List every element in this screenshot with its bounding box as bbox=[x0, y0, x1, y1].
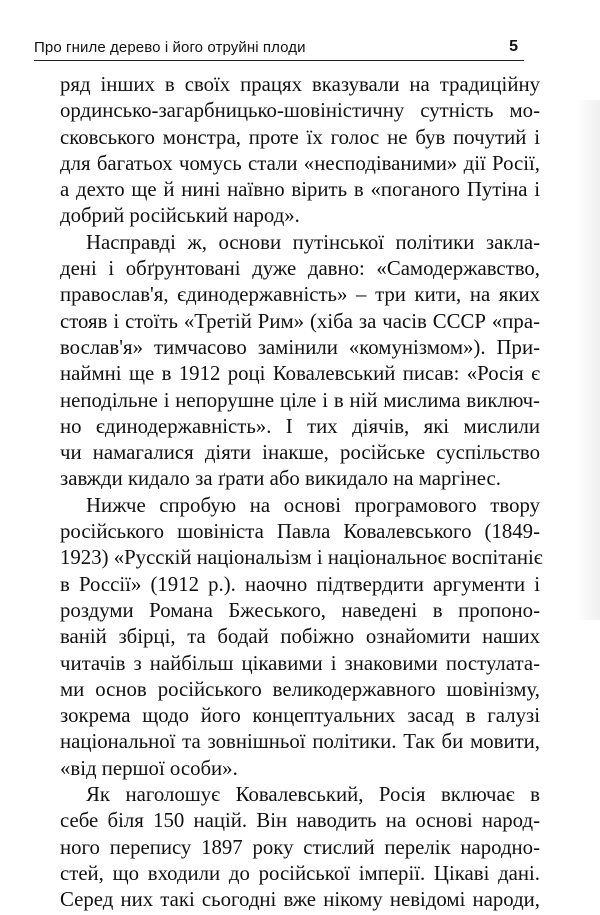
text-line: національної та зовнішньої політики. Так би мовити, bbox=[60, 730, 540, 754]
text-line: но єдинодержавність». І тих діячів, які мислили bbox=[60, 414, 540, 438]
text-line: 1923) «Русскій національізм і національноє воспітаніє bbox=[60, 546, 543, 570]
text-line: ординсько-загарбницько-шовіністичну сутність мо- bbox=[60, 99, 540, 123]
text-line: завжди кидало за ґрати або викидало на маргінес. bbox=[60, 467, 501, 491]
text-line: в Россії» (1912 р.). наочно підтвердити аргументи і bbox=[60, 572, 540, 596]
text-line: вослав'я» тимчасово замінили «комунізмом»). При- bbox=[60, 335, 540, 359]
text-line: неподільне і непорушне ціле і в ній мислима виключ- bbox=[60, 388, 540, 412]
text-line: а дехто ще й нині наївно вірить в «поганого Путіна і bbox=[60, 178, 540, 202]
text-line: чи намагалися діяти інакше, російське суспільство bbox=[60, 441, 540, 465]
text-line: роздуми Романа Бжеського, наведені в пропоно- bbox=[60, 598, 540, 622]
text-line: для багатьох чомусь стали «несподіваними» дії Росії, bbox=[60, 151, 540, 175]
text-line: читачів з найбільш цікавими і знаковими постулата- bbox=[60, 651, 540, 675]
text-line: ряд інших в своїх працях вказували на традиційну bbox=[60, 73, 540, 96]
body-text bbox=[60, 72, 543, 914]
text-line: сковського монстра, проте їх голос не був почутий і bbox=[60, 125, 540, 149]
text-line: ми основ російського великодержавного шовінізму, bbox=[60, 677, 540, 701]
text-line: себе біля 150 націй. Він наводить на основі народ- bbox=[60, 809, 540, 833]
running-header bbox=[34, 30, 524, 61]
text-line: «від першої особи». bbox=[60, 756, 238, 780]
text-line: Як наголошує Ковалевський, Росія включає в bbox=[86, 783, 540, 807]
page-number: 5 bbox=[509, 38, 518, 55]
text-line: стояв і стоїть «Третій Рим» (хіба за часів СССР «пра- bbox=[60, 309, 540, 333]
text-line: дені і обґрунтовані дуже давно: «Самодержавство, bbox=[60, 257, 540, 281]
running-title: Про гниле дерево і його отруйні плоди bbox=[34, 39, 306, 56]
text-line: зокрема щодо його концептуальних засад в галузі bbox=[60, 704, 540, 728]
text-line: наймні ще в 1912 році Ковалевський писав: «Росія є bbox=[60, 362, 540, 386]
text-line: Насправді ж, основи путінської політики закла- bbox=[86, 230, 540, 254]
text-line: стей, що входили до російської імперії. Цікаві дані. bbox=[60, 861, 540, 885]
text-line: добрий російський народ». bbox=[60, 204, 300, 228]
text-line: російського шовініста Павла Ковалевського (1849- bbox=[60, 520, 540, 544]
text-line: Серед них такі сьогодні вже нікому невідомі народи, bbox=[60, 888, 540, 912]
text-line: православ'я, єдинодержавність» – три кити, на яких bbox=[60, 283, 540, 307]
text-line: ваній збірці, та бодай побіжно ознайомити наших bbox=[60, 625, 540, 649]
text-line: ного перепису 1897 року стислий перелік народно- bbox=[60, 835, 540, 859]
page-edge-shadow bbox=[576, 100, 600, 620]
text-line: Нижче спробую на основі програмового твору bbox=[86, 493, 540, 517]
